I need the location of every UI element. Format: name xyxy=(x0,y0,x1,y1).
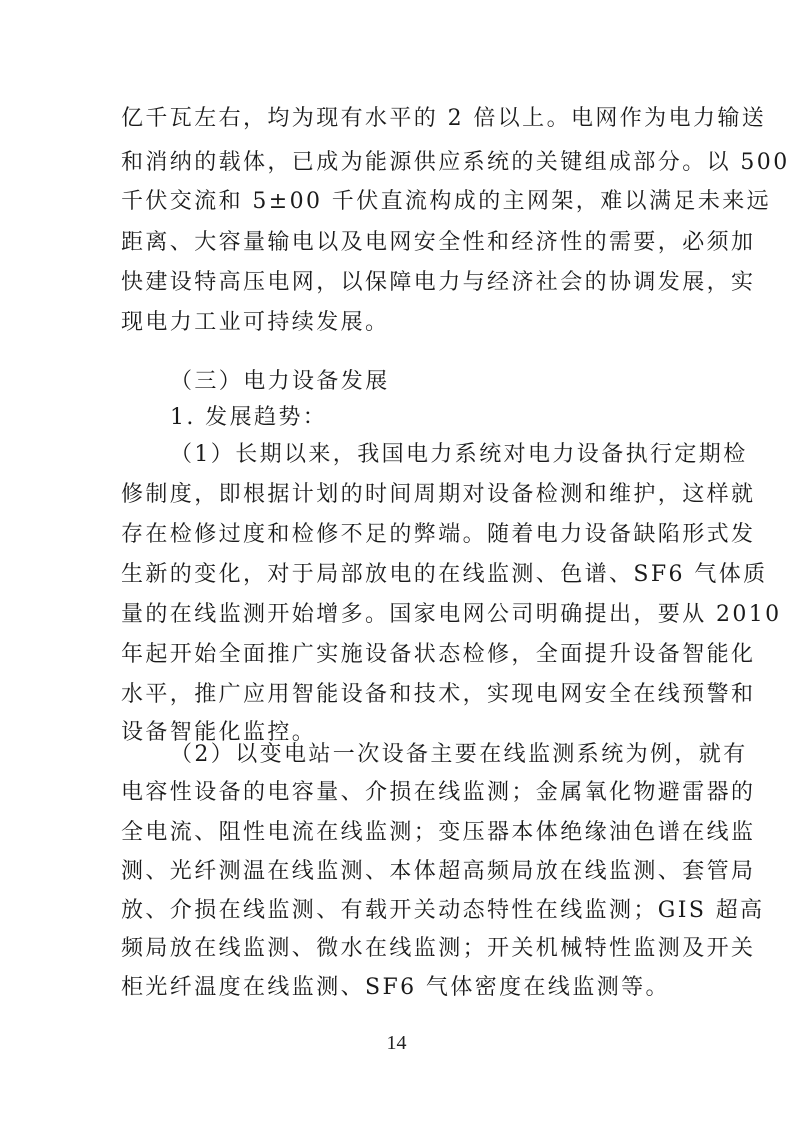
text-line: 频局放在线监测、微水在线监测；开关机械特性监测及开关 xyxy=(121,936,756,961)
text-line: 和消纳的载体，已成为能源供应系统的关键组成部分。以 500 xyxy=(121,150,790,175)
text-line: 亿千瓦左右，均为现有水平的 2 倍以上。电网作为电力输送 xyxy=(121,106,767,131)
text-line: （1）长期以来，我国电力系统对电力设备执行定期检 xyxy=(170,442,748,467)
text-line: 生新的变化，对于局部放电的在线监测、色谱、SF6 气体质 xyxy=(121,562,768,587)
text-line: 测、光纤测温在线监测、本体超高频局放在线监测、套管局 xyxy=(121,859,756,884)
subsection-heading: 1. 发展趋势： xyxy=(170,405,328,430)
text-line: 柜光纤温度在线监测、SF6 气体密度在线监测等。 xyxy=(121,975,670,1000)
text-line: 现电力工业可持续发展。 xyxy=(121,310,390,335)
text-line: 修制度，即根据计划的时间周期对设备检测和维护，这样就 xyxy=(121,482,756,507)
section-heading: （三）电力设备发展 xyxy=(170,369,390,394)
text-line: （2）以变电站一次设备主要在线监测系统为例，就有 xyxy=(170,742,748,767)
text-line: 年起开始全面推广实施设备状态检修，全面提升设备智能化 xyxy=(121,642,756,667)
text-line: 全电流、阻性电流在线监测；变压器本体绝缘油色谱在线监 xyxy=(121,820,756,845)
text-line: 电容性设备的电容量、介损在线监测；金属氧化物避雷器的 xyxy=(121,780,756,805)
text-line: 放、介损在线监测、有载开关动态特性在线监测；GIS 超高 xyxy=(121,898,765,923)
page-number: 14 xyxy=(386,1032,407,1054)
text-line: 设备智能化监控。 xyxy=(121,720,317,745)
text-line: 存在检修过度和检修不足的弊端。随着电力设备缺陷形式发 xyxy=(121,522,756,547)
text-line: 距离、大容量输电以及电网安全性和经济性的需要，必须加 xyxy=(121,230,756,255)
text-line: 快建设特高压电网，以保障电力与经济社会的协调发展，实 xyxy=(121,270,756,295)
text-line: 千伏交流和 5±00 千伏直流构成的主网架，难以满足未来远 xyxy=(121,189,772,214)
text-line: 水平，推广应用智能设备和技术，实现电网安全在线预警和 xyxy=(121,682,756,707)
text-line: 量的在线监测开始增多。国家电网公司明确提出，要从 2010 xyxy=(121,602,782,627)
